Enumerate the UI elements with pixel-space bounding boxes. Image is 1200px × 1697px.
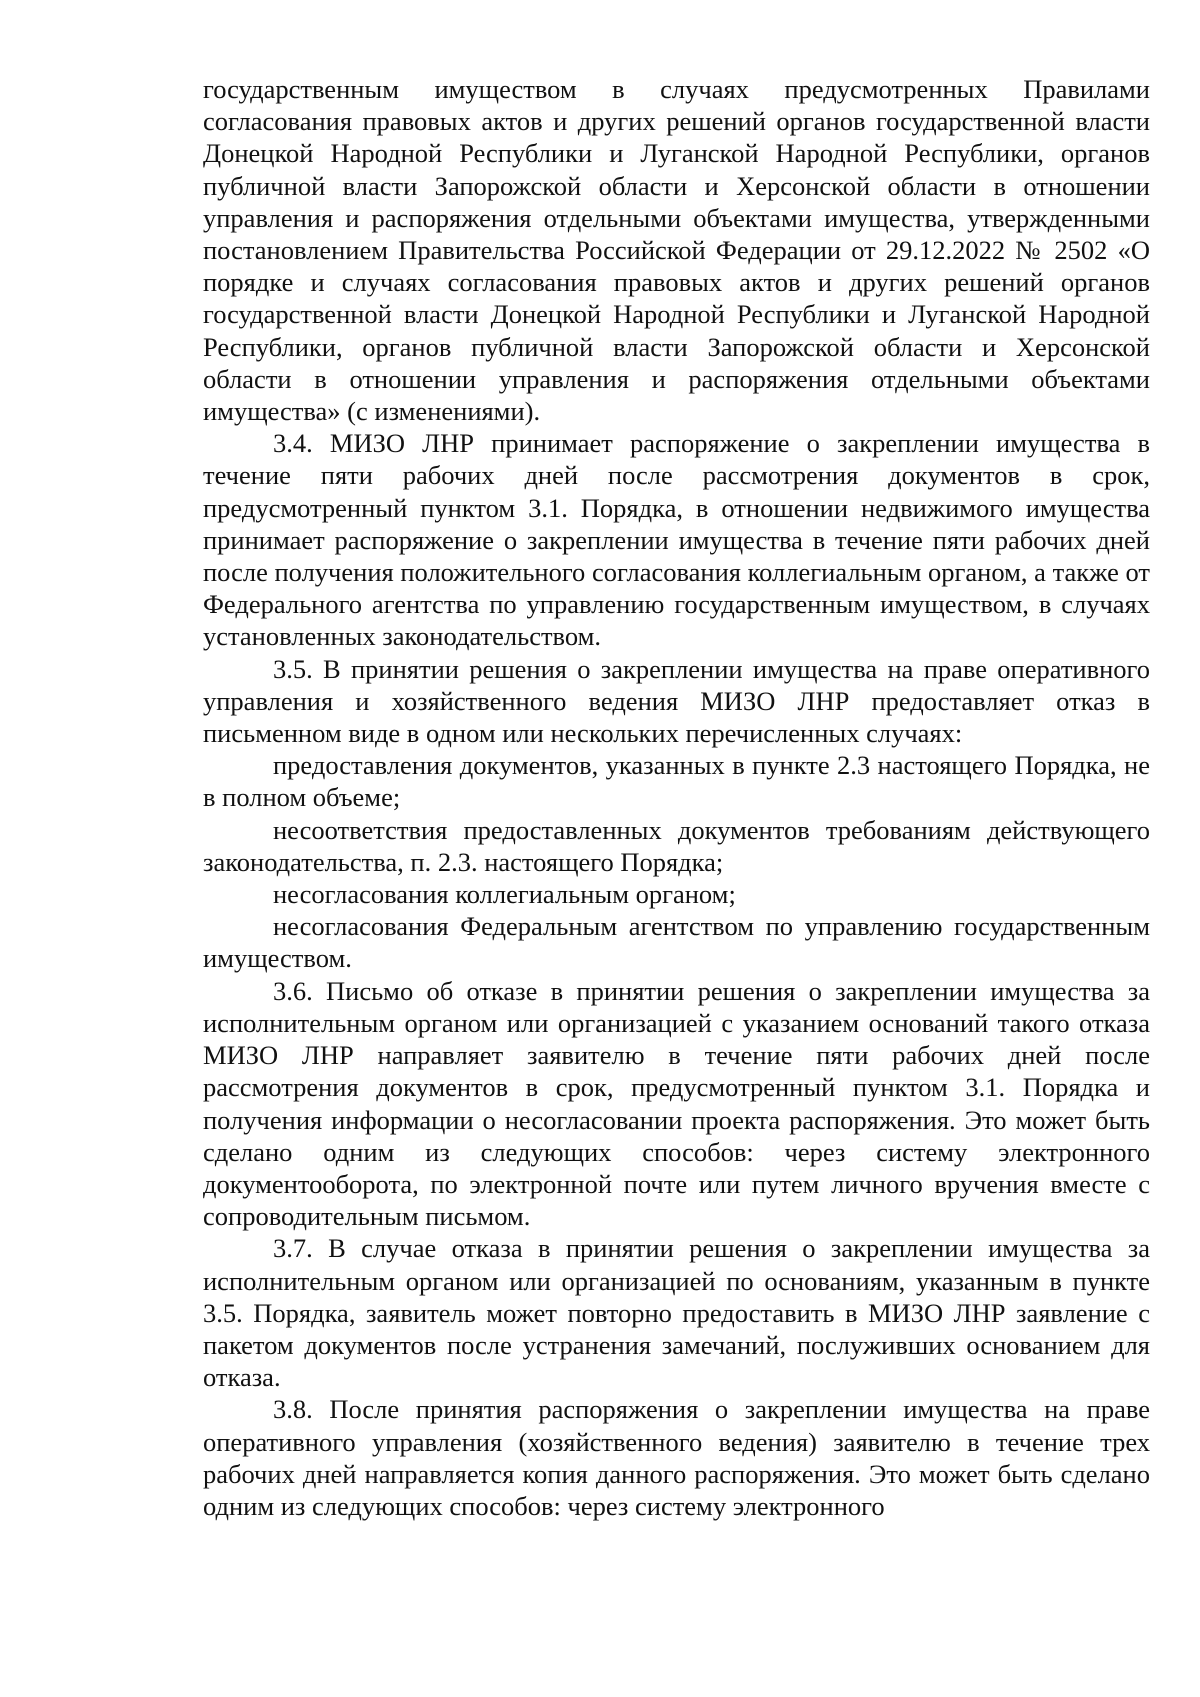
paragraph-3-8: 3.8. После принятия распоряжения о закреплении имущества на праве оперативного управления (хозяйственного ведения) заявителю в течение трех рабочих дней направляется копия данного распоряжения. Это может быть сделано одним из следующих способов: через систему электронного [203,1394,1150,1521]
paragraph-3-5: 3.5. В принятии решения о закреплении имущества на праве оперативного управления и хозяйственного ведения МИЗО ЛНР предоставляет отказ в письменном виде в одном или нескольких перечисленных случаях: [203,653,1150,749]
paragraph-3-6: 3.6. Письмо об отказе в принятии решения о закреплении имущества за исполнительным органом или организацией с указанием оснований такого отказа МИЗО ЛНР направляет заявителю в течение пяти рабочих дней после рассмотрения документов в срок, предусмотренный пунктом 3.1. Порядка и получения информации о несогласовании проекта распоряжения. Это может быть сделано одним из следующих способов: через систему электронного документооборота, по электронной почте или путем личного вручения вместе с сопроводительным письмом. [203,975,1150,1232]
paragraph-3-4: 3.4. МИЗО ЛНР принимает распоряжение о закреплении имущества в течение пяти рабочих дней после рассмотрения документов в срок, предусмотренный пунктом 3.1. Порядка, в отношении недвижимого имущества принимает распоряжение о закреплении имущества в течение пяти рабочих дней после получения положительного согласования коллегиальным органом, а также от Федерального агентства по управлению государственным имуществом, в случаях установленных законодательством. [203,428,1150,652]
list-item-federal-agency-disapproval: несогласования Федеральным агентством по управлению государственным имуществом. [203,911,1150,974]
list-item-collegial-disapproval: несогласования коллегиальным органом; [273,879,736,910]
list-item-incomplete-documents: предоставления документов, указанных в пункте 2.3 настоящего Порядка, не в полном объеме; [203,750,1150,813]
list-item-noncompliance: несоответствия предоставленных документов требованиям действующего законодательства, п. 2.3. настоящего Порядка; [203,814,1150,877]
document-body [203,73,1150,1522]
paragraph-continuation: государственным имуществом в случаях предусмотренных Правилами согласования правовых актов и других решений органов государственной власти Донецкой Народной Республики и Луганской Народной Республики, органов публичной власти Запорожской области и Херсонской области в отношении управления и распоряжения отдельными объектами имущества, утвержденными постановлением Правительства Российской Федерации от 29.12.2022 № 2502 «О порядке и случаях согласования правовых актов и других решений органов государственной власти Донецкой Народной Республики и Луганской Народной Республики, органов публичной власти Запорожской области и Херсонской области в отношении управления и распоряжения отдельными объектами имущества» (с изменениями). [203,74,1150,427]
paragraph-3-7: 3.7. В случае отказа в принятии решения о закреплении имущества за исполнительным органом или организацией по основаниям, указанным в пункте 3.5. Порядка, заявитель может повторно предоставить в МИЗО ЛНР заявление с пакетом документов после устранения замечаний, послуживших основанием для отказа. [203,1233,1150,1393]
